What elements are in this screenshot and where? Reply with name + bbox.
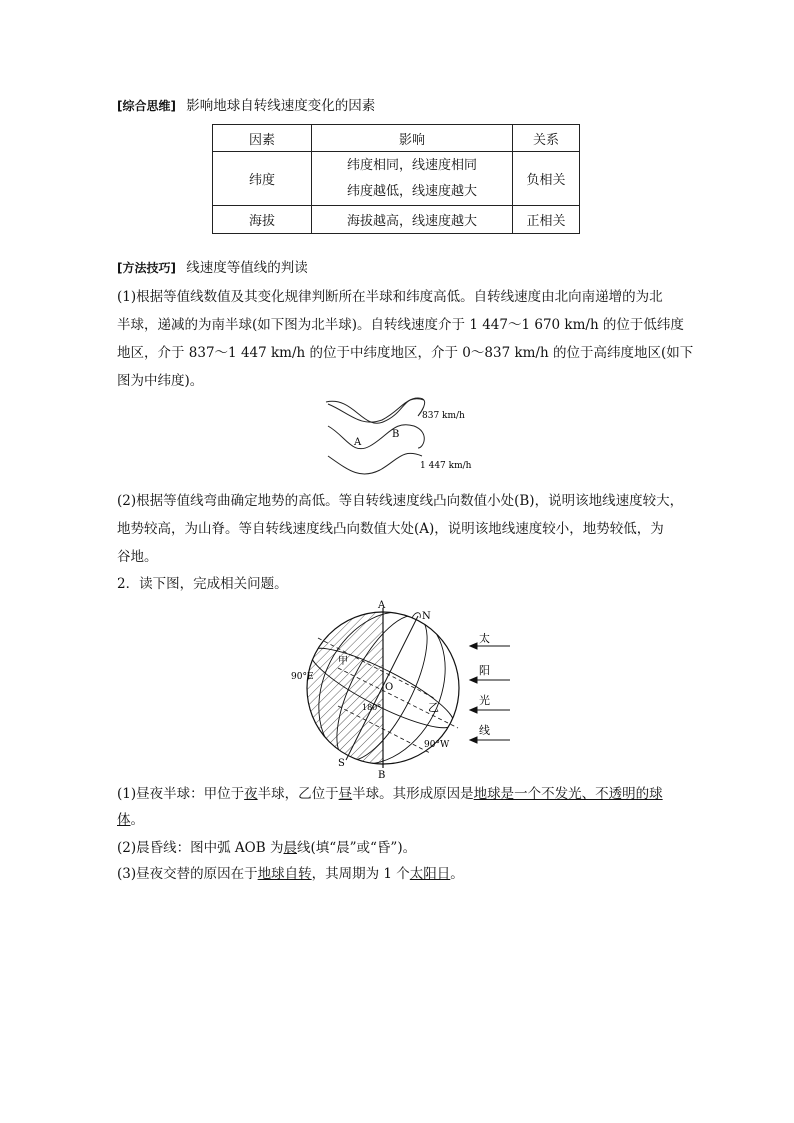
paragraph-line: 半球，递减的为南半球(如下图为北半球)。自转线速度介于 1 447～1 670 km/h 的位于低纬度 [117,317,684,333]
label-yi: 乙 [428,701,439,714]
paragraph-line: 图为中纬度)。 [117,373,204,389]
label-a: A [378,600,386,611]
answer-blank: 体 [117,812,131,828]
section1-title: 影响地球自转线速度变化的因素 [186,98,376,114]
answer-blank: 地球是一个不发光、不透明的球 [473,786,663,802]
answer-2 [117,838,416,858]
paragraph-line: 地势较高，为山脊。等自转线速度线凸向数值大处(A)，说明该地线速度较小，地势较低，为 [117,521,664,537]
label-180: 180° [362,703,382,712]
answer-text: 。 [450,866,464,882]
answer-3 [117,864,464,884]
isoline-figure [318,396,488,482]
table-cell: 纬度 [213,152,312,206]
sun-ray-arrow [470,643,477,649]
table-cell: 正相关 [513,206,580,234]
label-n: N [422,611,431,622]
answer-blank: 昼 [338,786,353,802]
sun-label: 阳 [479,664,490,677]
sun-label: 太 [479,632,490,645]
rotation-arrow [412,613,420,618]
isoline-label-837: 837 km/h [422,411,465,421]
isoline-label-1447: 1 447 km/h [420,461,472,471]
sun-ray-arrow [470,677,477,683]
table-cell-line: 纬度相同，线速度相同 [346,157,477,173]
section2-title: 线速度等值线的判读 [186,260,308,276]
answer-text: 半球。其形成原因是 [352,786,474,802]
point-a-label: A [354,437,362,448]
paragraph-line: 地区，介于 837～1 447 km/h 的位于中纬度地区，介于 0～837 km/h 的位于高纬度地区(如下 [117,345,694,361]
paragraph-line: (2)根据等值线弯曲确定地势的高低。等自转线速度线凸向数值小处(B)，说明该地线速度较大， [117,493,684,509]
table-row [213,206,580,234]
answer-text: (2)晨昏线：图中弧 AOB 为 [117,840,284,856]
label-90w: 90°W [424,740,450,750]
answer-1 [117,784,663,804]
paragraph-line: 谷地。 [117,549,158,565]
answer-blank: 太阳日 [409,866,451,882]
answer-blank: 夜 [244,786,258,802]
question-title: 2．读下图，完成相关问题。 [117,576,288,592]
sun-ray-arrow [470,707,477,713]
answer-blank: 地球自转 [257,866,312,882]
answer-text: 。 [130,812,144,828]
isoline-1 [326,398,430,422]
table-header-cell: 关系 [513,125,580,152]
isoline-a [328,399,424,422]
table-cell: 海拔 [213,206,312,234]
paragraph-line: (1)根据等值线数值及其变化规律判断所在半球和纬度高低。自转线速度由北向南递增的为北 [117,289,663,305]
answer-text: (3)昼夜交替的原因在于 [117,866,258,882]
answer-text: ，其周期为 1 个 [311,866,410,882]
section2-heading [117,258,308,278]
sun-ray-arrow [470,737,477,743]
night-hemisphere [288,598,386,780]
section1-tag: [综合思维] [117,99,176,113]
isoline-middle [328,425,424,449]
label-jia: 甲 [338,656,348,667]
section2-tag: [方法技巧] [117,261,176,275]
label-o: O [385,682,394,693]
table-header-cell: 因素 [213,125,312,152]
table-header-cell: 影响 [312,125,513,152]
answer-text: 半球，乙位于 [257,786,339,802]
table-cell [312,152,513,206]
point-b-label: B [392,429,400,440]
label-b: B [378,770,386,780]
table-row [213,152,580,206]
label-s: S [338,758,345,769]
label-90e: 90°E [291,672,314,682]
table-header-row [213,125,580,152]
sun-label: 线 [479,724,490,737]
answer-blank: 晨 [283,840,297,856]
answer-text: (1)昼夜半球：甲位于 [117,786,245,802]
table-cell: 海拔越高，线速度越大 [312,206,513,234]
isoline-1447 [328,453,422,474]
factor-table [212,124,580,234]
answer-1-cont [117,810,144,830]
isoline-line-1 [326,401,426,423]
table-cell: 负相关 [513,152,580,206]
section1-heading [117,96,375,116]
answer-text: 线(填“晨”或“昏”)。 [296,840,417,856]
table-cell-line: 纬度越低，线速度越大 [346,183,477,199]
sun-label: 光 [479,694,490,707]
globe-figure [288,598,518,780]
